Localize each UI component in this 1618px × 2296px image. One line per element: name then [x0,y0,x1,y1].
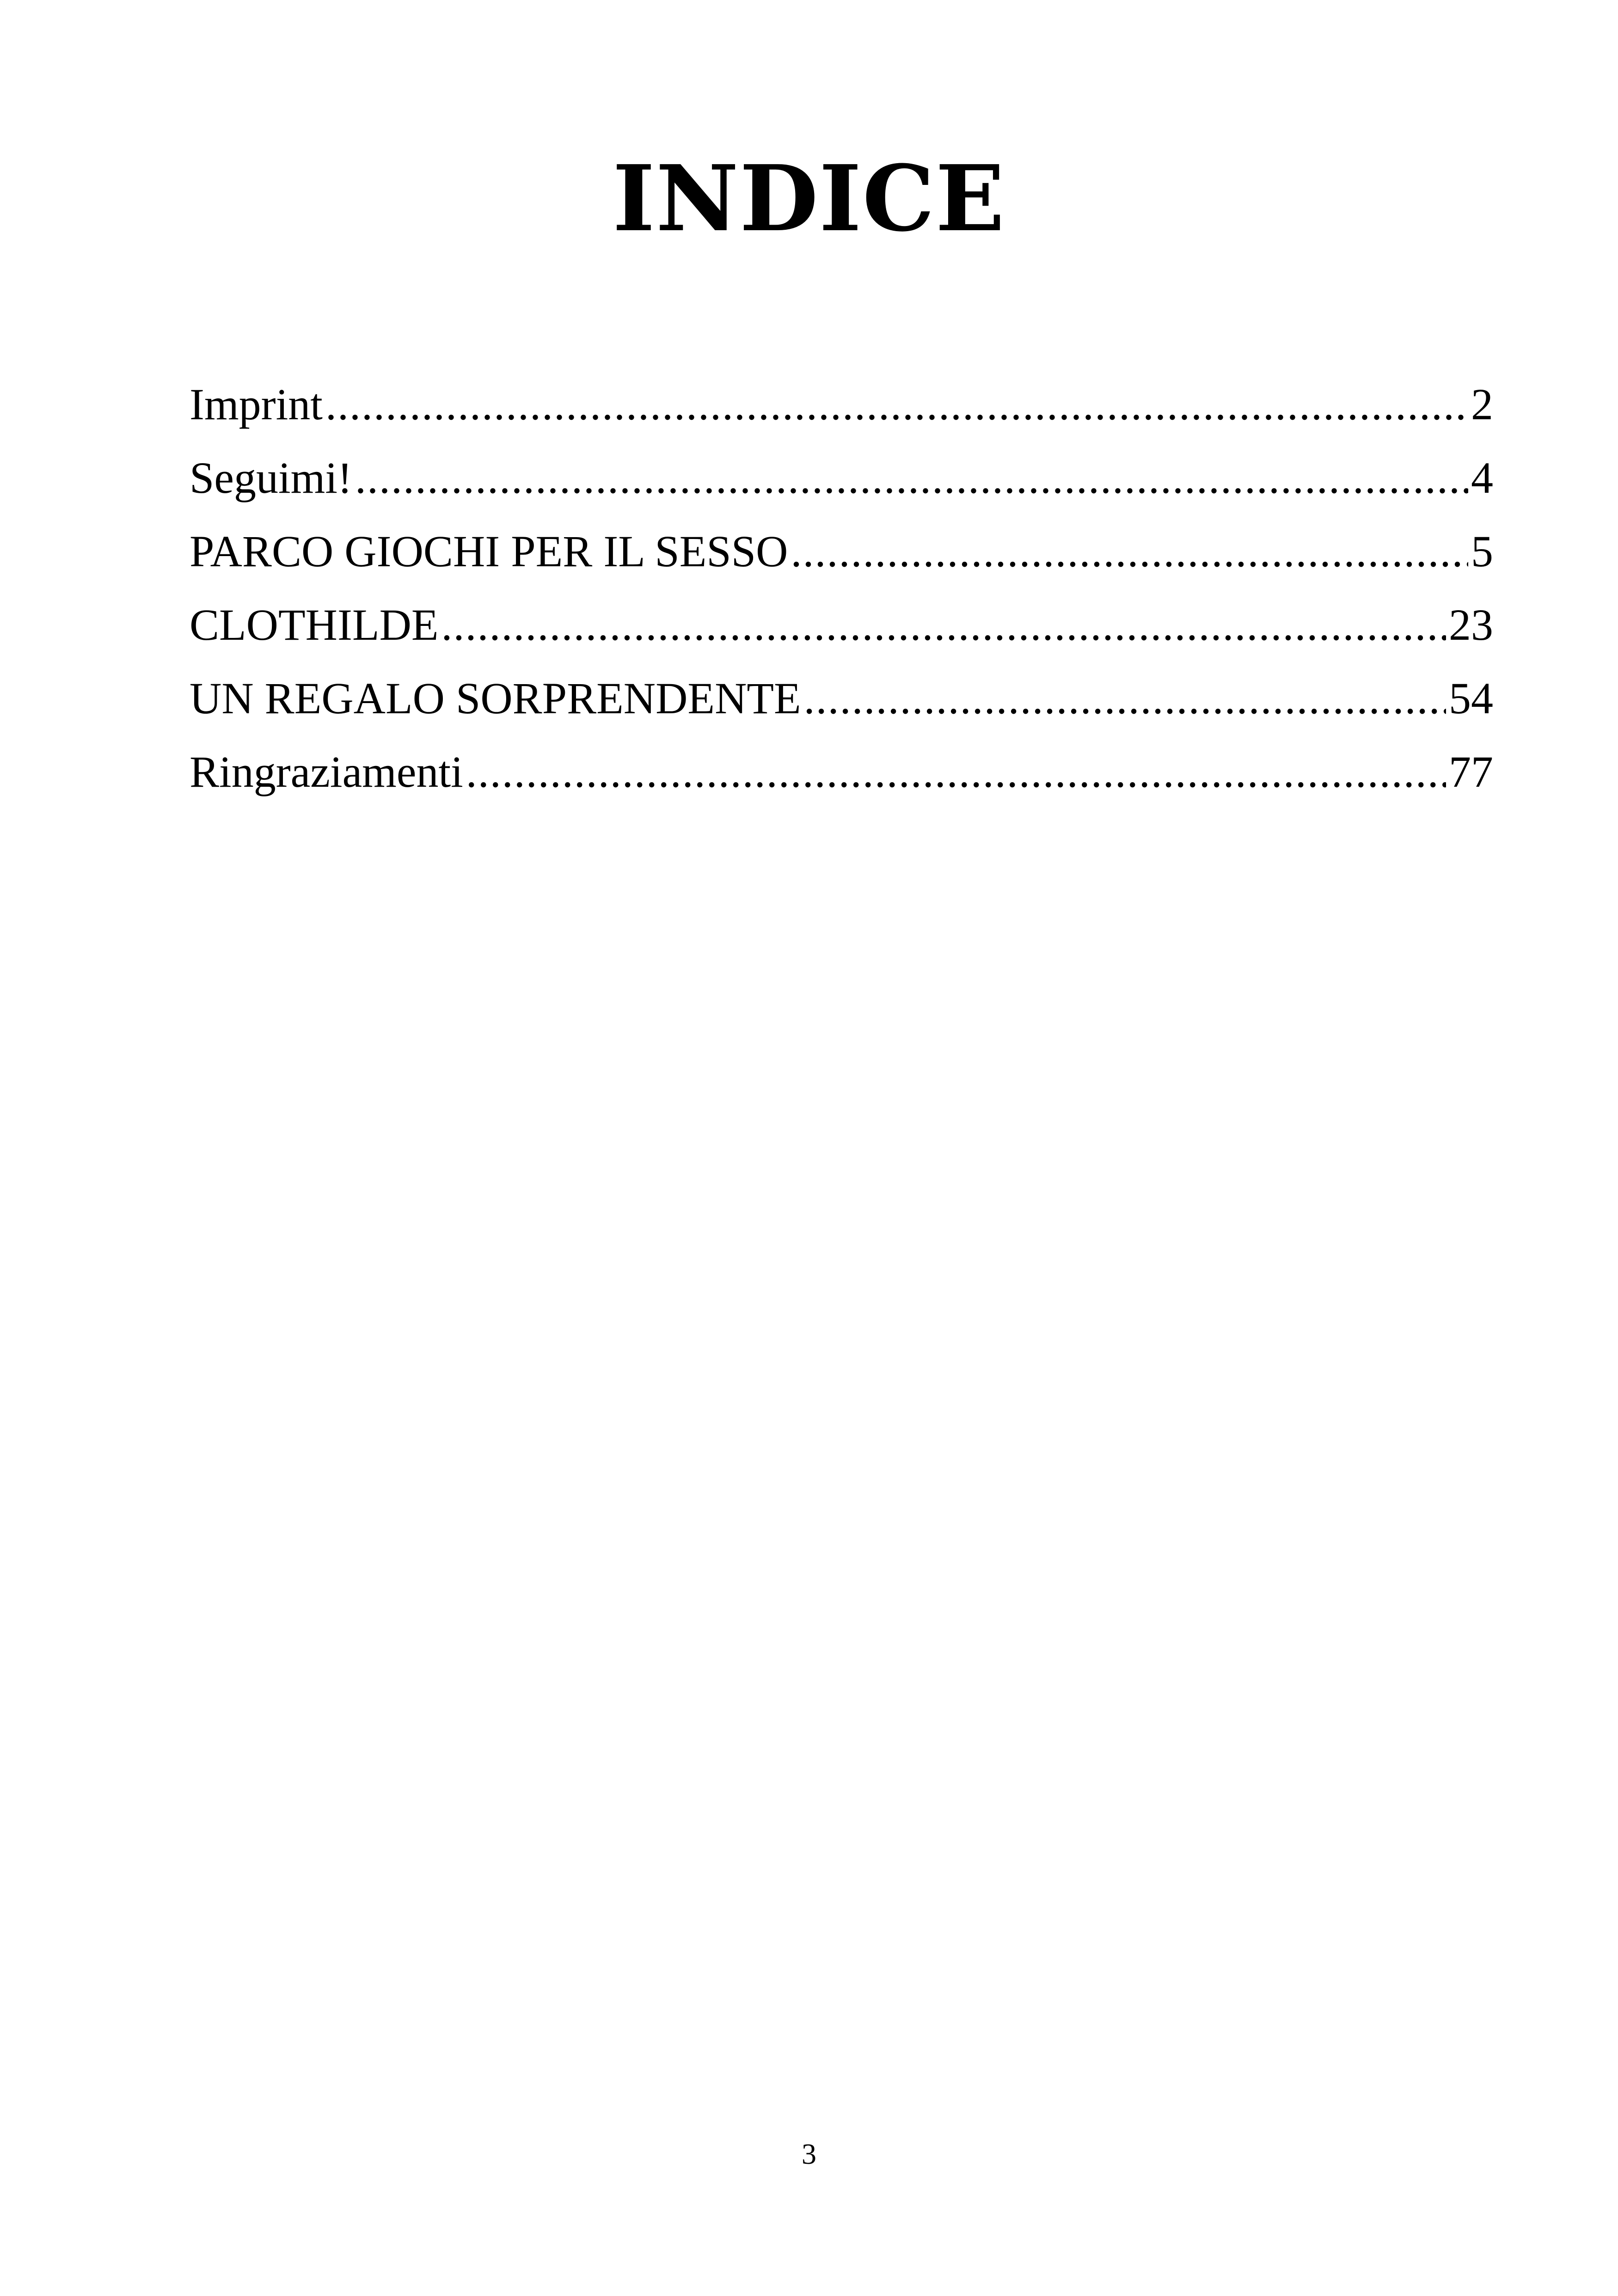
toc-entry-seguimi[interactable] [190,441,1493,514]
toc-entry-page: 4 [1471,453,1493,502]
page-title: INDICE [613,146,1005,252]
toc-entry-page: 5 [1471,527,1493,576]
page-number: 3 [802,2137,816,2170]
toc-dot-leader [791,514,1469,588]
toc-entry-page: 77 [1449,747,1493,796]
toc-dot-leader [325,367,1468,441]
toc-dot-leader [466,735,1446,808]
toc-entry-label: CLOTHILDE [190,600,439,649]
toc-entry-label: PARCO GIOCHI PER IL SESSO [190,527,788,576]
toc-entry-un-regalo[interactable] [190,661,1493,735]
toc-entry-imprint[interactable] [190,367,1493,441]
toc-dot-leader [441,588,1446,661]
toc-dot-leader [355,441,1468,514]
toc-entry-label: Seguimi! [190,453,352,502]
toc-entry-label: Ringraziamenti [190,747,463,796]
toc-dot-leader [804,661,1446,735]
toc-entry-label: Imprint [190,380,323,429]
toc-entry-page: 23 [1449,600,1493,649]
toc-entry-page: 2 [1471,380,1493,429]
toc-entry-ringraziamenti[interactable] [190,735,1493,808]
toc-entry-label: UN REGALO SORPRENDENTE [190,673,801,723]
toc-entry-page: 54 [1449,673,1493,723]
table-of-contents [190,367,1493,808]
toc-entry-clothilde[interactable] [190,588,1493,661]
toc-entry-parco-giochi[interactable] [190,514,1493,588]
